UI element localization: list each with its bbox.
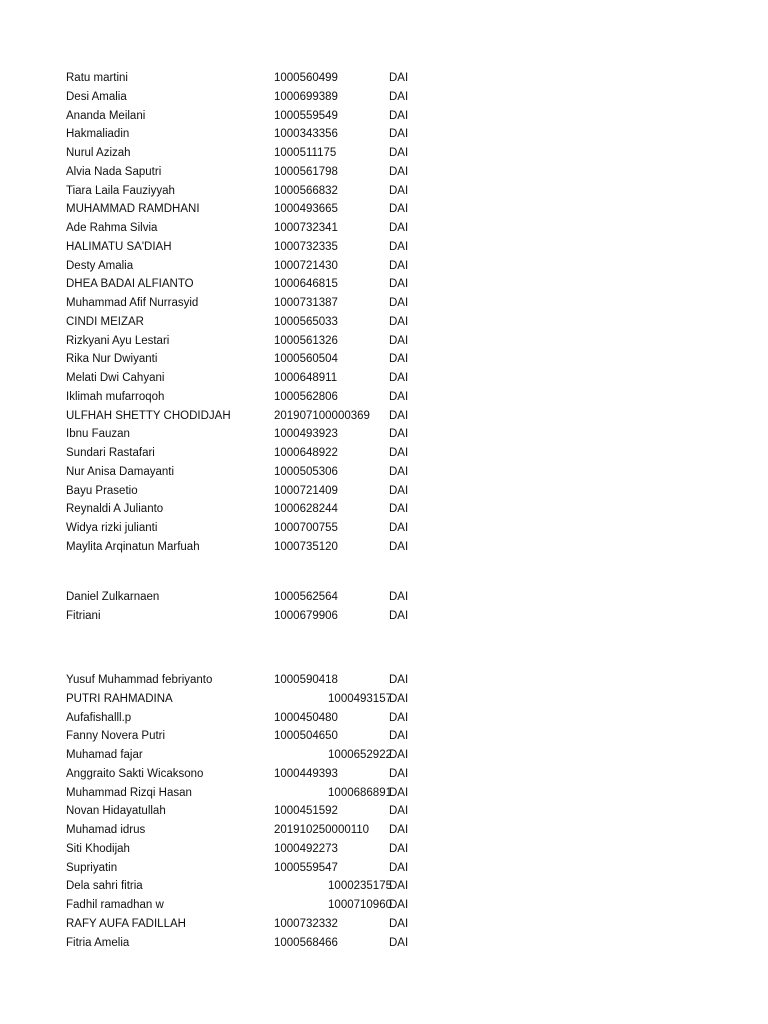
participant-code-cell: DAI <box>389 805 409 818</box>
participant-id-cell: 1000235175 <box>328 880 392 893</box>
participant-id-cell: 1000721430 <box>274 259 338 272</box>
table-row <box>66 238 426 257</box>
participant-code-cell: DAI <box>389 786 409 799</box>
participant-id-cell: 1000699389 <box>274 90 338 103</box>
participant-name-cell: Ratu martini <box>66 72 128 84</box>
table-row <box>66 200 426 219</box>
participant-name-cell: Muhamad fajar <box>66 749 143 761</box>
table-row <box>66 369 426 388</box>
participant-id-cell: 1000562564 <box>274 591 338 603</box>
participant-code-cell: DAI <box>389 503 409 516</box>
table-row <box>66 350 426 369</box>
participant-name-cell: Daniel Zulkarnaen <box>66 591 160 603</box>
participant-id-cell: 1000721409 <box>274 484 338 497</box>
participant-name-cell: RAFY AUFA FADILLAH <box>66 917 186 930</box>
participant-id-cell: 1000504650 <box>274 730 338 743</box>
table-row <box>66 275 426 294</box>
participant-name-cell: ULFHAH SHETTY CHODIDJAH <box>66 409 231 422</box>
participant-name-cell: Ibnu Fauzan <box>66 428 130 441</box>
participant-name-cell: Iklimah mufarroqoh <box>66 390 165 403</box>
table-row <box>66 802 426 821</box>
participant-name-cell: Sundari Rastafari <box>66 447 155 459</box>
participant-id-cell: 1000648922 <box>274 447 338 459</box>
participant-code-cell: DAI <box>389 447 409 459</box>
participant-name-cell: Dela sahri fitria <box>66 880 143 893</box>
participant-code-cell: DAI <box>389 880 409 893</box>
participant-id-cell: 1000451592 <box>274 805 338 818</box>
participant-name-cell: Nur Anisa Damayanti <box>66 465 175 478</box>
participant-id-cell: 1000735120 <box>274 540 338 553</box>
participant-name-cell: Desty Amalia <box>66 259 134 272</box>
participant-code-cell: DAI <box>389 936 409 949</box>
participant-id-cell: 201910250000110 <box>274 824 370 836</box>
participant-id-cell: 1000561326 <box>274 334 338 347</box>
participant-code-cell: DAI <box>389 72 409 84</box>
participant-code-cell: DAI <box>389 749 409 761</box>
participant-name-cell: Muhammad Afif Nurrasyid <box>66 297 199 309</box>
participant-code-cell: DAI <box>389 240 409 253</box>
participant-code-cell: DAI <box>389 540 409 553</box>
participant-name-cell: Yusuf Muhammad febriyanto <box>66 674 213 686</box>
participant-code-cell: DAI <box>389 409 409 422</box>
participant-name-cell: DHEA BADAI ALFIANTO <box>66 278 194 291</box>
participant-id-cell: 1000559547 <box>274 861 338 874</box>
participant-id-cell: 1000493157 <box>328 692 392 705</box>
participant-code-cell: DAI <box>389 711 409 724</box>
participant-group-3 <box>66 671 426 952</box>
table-row <box>66 821 426 840</box>
participant-code-cell: DAI <box>389 315 409 328</box>
participant-id-cell: 1000492273 <box>274 842 338 855</box>
table-row <box>66 463 426 482</box>
participant-name-cell: CINDI MEIZAR <box>66 315 144 328</box>
participant-id-cell: 1000561798 <box>274 165 338 178</box>
participant-code-cell: DAI <box>389 109 409 122</box>
participant-code-cell: DAI <box>389 222 409 234</box>
participant-code-cell: DAI <box>389 334 409 347</box>
participant-code-cell: DAI <box>389 390 409 403</box>
participant-code-cell: DAI <box>389 90 409 103</box>
participant-id-cell: 1000343356 <box>274 128 338 141</box>
participant-id-cell: 1000568466 <box>274 936 338 949</box>
participant-name-cell: Aufafishalll.p <box>66 711 132 724</box>
table-row <box>66 690 426 709</box>
participant-name-cell: Fadhil ramadhan w <box>66 899 164 911</box>
table-row <box>66 709 426 728</box>
participant-id-cell: 1000710960 <box>328 899 392 911</box>
table-row <box>66 294 426 313</box>
table-row <box>66 859 426 878</box>
participant-code-cell: DAI <box>389 353 409 366</box>
participant-name-cell: Widya rizki julianti <box>66 522 158 534</box>
participant-code-cell: DAI <box>389 428 409 441</box>
participant-name-cell: Fanny Novera Putri <box>66 730 166 743</box>
participant-code-cell: DAI <box>389 259 409 272</box>
participant-name-cell: Siti Khodijah <box>66 842 130 855</box>
participant-id-cell: 1000679906 <box>274 609 338 622</box>
participant-code-cell: DAI <box>389 674 409 686</box>
table-row <box>66 519 426 538</box>
participant-name-cell: Novan Hidayatullah <box>66 805 166 818</box>
table-row <box>66 934 426 953</box>
table-row <box>66 125 426 144</box>
participant-id-cell: 1000450480 <box>274 711 338 724</box>
table-row <box>66 144 426 163</box>
participant-id-cell: 1000686891 <box>328 786 392 799</box>
participant-code-cell: DAI <box>389 692 409 705</box>
table-row <box>66 765 426 784</box>
participant-name-cell: Nurul Azizah <box>66 147 131 159</box>
participant-id-cell: 1000560499 <box>274 72 338 84</box>
participant-id-cell: 1000493923 <box>274 428 338 441</box>
participant-id-cell: 1000732332 <box>274 917 338 930</box>
table-row <box>66 407 426 426</box>
participant-code-cell: DAI <box>389 899 409 911</box>
participant-code-cell: DAI <box>389 128 409 141</box>
table-row <box>66 88 426 107</box>
participant-code-cell: DAI <box>389 165 409 178</box>
participant-name-cell: Ananda Meilani <box>66 109 146 122</box>
participant-code-cell: DAI <box>389 372 409 384</box>
participant-id-cell: 1000505306 <box>274 465 338 478</box>
table-row <box>66 840 426 859</box>
participant-name-cell: Anggraito Sakti Wicaksono <box>66 767 204 780</box>
participant-name-cell: Desi Amalia <box>66 90 127 103</box>
table-row <box>66 257 426 276</box>
participant-id-cell: 1000646815 <box>274 278 338 291</box>
participant-id-cell: 1000732335 <box>274 240 338 253</box>
participant-code-cell: DAI <box>389 184 409 197</box>
table-row <box>66 313 426 332</box>
participant-code-cell: DAI <box>389 609 409 622</box>
participant-id-cell: 1000652922 <box>328 749 392 761</box>
participant-name-cell: Reynaldi A Julianto <box>66 503 164 516</box>
participant-name-cell: HALIMATU SA'DIAH <box>66 240 172 253</box>
table-row <box>66 607 426 626</box>
table-row <box>66 588 426 607</box>
table-row <box>66 182 426 201</box>
participant-name-cell: PUTRI RAHMADINA <box>66 692 173 705</box>
participant-id-cell: 1000566832 <box>274 184 338 197</box>
participant-name-cell: Bayu Prasetio <box>66 484 138 497</box>
participant-name-cell: Fitriani <box>66 609 101 622</box>
participant-id-cell: 1000449393 <box>274 767 338 780</box>
table-row <box>66 746 426 765</box>
participant-group-1 <box>66 69 426 557</box>
participant-id-cell: 1000732341 <box>274 222 338 234</box>
participant-code-cell: DAI <box>389 730 409 743</box>
table-row <box>66 915 426 934</box>
participant-code-cell: DAI <box>389 591 409 603</box>
participant-name-cell: Melati Dwi Cahyani <box>66 372 165 384</box>
participant-name-cell: Rizkyani Ayu Lestari <box>66 334 170 347</box>
participant-name-cell: MUHAMMAD RAMDHANI <box>66 203 200 216</box>
participant-code-cell: DAI <box>389 147 409 159</box>
participant-id-cell: 1000590418 <box>274 674 338 686</box>
table-row <box>66 500 426 519</box>
table-row <box>66 482 426 501</box>
table-row <box>66 219 426 238</box>
table-row <box>66 107 426 126</box>
table-row <box>66 444 426 463</box>
participant-id-cell: 1000562806 <box>274 390 338 403</box>
participant-code-cell: DAI <box>389 203 409 216</box>
participant-group-2 <box>66 588 426 626</box>
participant-id-cell: 1000559549 <box>274 109 338 122</box>
participant-id-cell: 1000493665 <box>274 203 338 216</box>
table-row <box>66 538 426 557</box>
participant-code-cell: DAI <box>389 842 409 855</box>
participant-name-cell: Muhamad idrus <box>66 824 146 836</box>
participant-id-cell: 1000731387 <box>274 297 338 309</box>
participant-code-cell: DAI <box>389 465 409 478</box>
participant-code-cell: DAI <box>389 917 409 930</box>
participant-id-cell: 1000628244 <box>274 503 338 516</box>
participant-id-cell: 1000511175 <box>274 147 337 159</box>
participant-code-cell: DAI <box>389 767 409 780</box>
table-row <box>66 388 426 407</box>
participant-id-cell: 1000565033 <box>274 315 338 328</box>
table-row <box>66 69 426 88</box>
participant-name-cell: Ade Rahma Silvia <box>66 222 158 234</box>
participant-name-cell: Tiara Laila Fauziyyah <box>66 184 175 197</box>
table-row <box>66 877 426 896</box>
table-row <box>66 163 426 182</box>
participant-code-cell: DAI <box>389 522 409 534</box>
table-row <box>66 671 426 690</box>
table-row <box>66 896 426 915</box>
table-row <box>66 727 426 746</box>
table-row <box>66 425 426 444</box>
participant-id-cell: 1000700755 <box>274 522 338 534</box>
participant-name-cell: Muhammad Rizqi Hasan <box>66 786 192 799</box>
participant-name-cell: Hakmaliadin <box>66 128 130 141</box>
participant-code-cell: DAI <box>389 861 409 874</box>
participant-name-cell: Rika Nur Dwiyanti <box>66 353 158 366</box>
participant-id-cell: 201907100000369 <box>274 409 370 422</box>
participant-code-cell: DAI <box>389 824 409 836</box>
participant-code-cell: DAI <box>389 297 409 309</box>
participant-name-cell: Maylita Arqinatun Marfuah <box>66 540 200 553</box>
table-row <box>66 332 426 351</box>
participant-id-cell: 1000648911 <box>274 372 338 384</box>
table-row <box>66 784 426 803</box>
participant-code-cell: DAI <box>389 278 409 291</box>
participant-code-cell: DAI <box>389 484 409 497</box>
participant-name-cell: Alvia Nada Saputri <box>66 165 162 178</box>
participant-name-cell: Fitria Amelia <box>66 936 130 949</box>
participant-name-cell: Supriyatin <box>66 861 118 874</box>
participant-id-cell: 1000560504 <box>274 353 338 366</box>
